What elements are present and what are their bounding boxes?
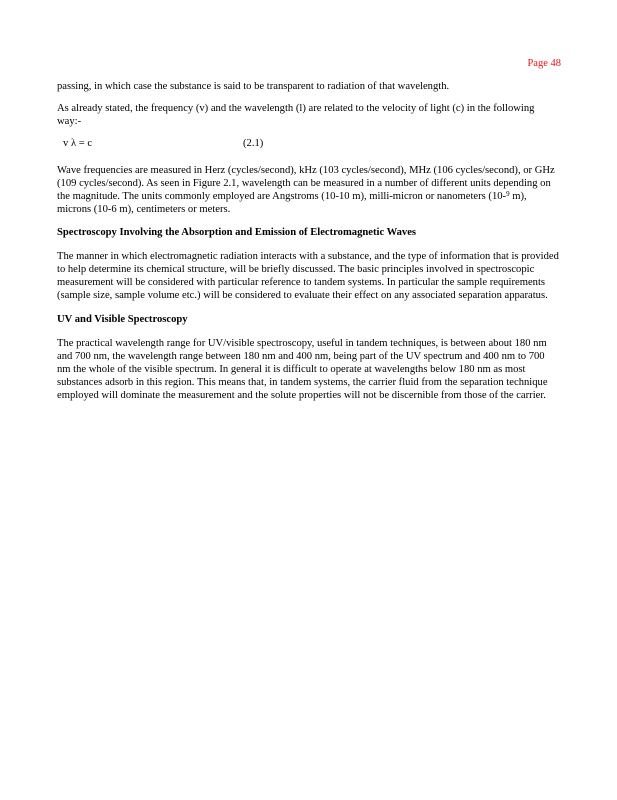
- paragraph-wave-units-text-b: m), microns (10-6 m), centimeters or meters.: [57, 191, 527, 215]
- paragraph-wave-units-text-a: Wave frequencies are measured in Herz (cycles/second), kHz (103 cycles/second), MHz (106 cycles/second), or GHz (109 cycles/second). As seen in Figure 2.1, wavelength can be measured in a number of different units depending on the magnitude. The units commonly employed are Angstroms (10-10 m), milli-micron or nanometers (10-: [57, 165, 555, 202]
- paragraph-wave-units: [57, 164, 560, 216]
- equation-formula: v λ = c: [63, 138, 93, 149]
- paragraph-transparency: passing, in which case the substance is said to be transparent to radiation of that wavelength.: [57, 81, 450, 92]
- paragraph-uv-range: The practical wavelength range for UV/visible spectroscopy, useful in tandem techniques, is between about 180 nm and 700 nm, the wavelength range between 180 nm and 400 nm, being part of the UV spectrum and 400 nm to 700 nm the whole of the visible spectrum. In general it is difficult to operate at wavelengths below 180 nm as most substances adsorb in this region. This means that, in tandem systems, the carrier fluid from the separation technique employed will dominate the measurement and the solute properties will not be discernible from those of the carrier.: [57, 338, 548, 401]
- section-heading-uv-visible: UV and Visible Spectroscopy: [57, 314, 188, 325]
- document-body: [57, 80, 560, 402]
- section-heading-absorption-emission: Spectroscopy Involving the Absorption and Emission of Electromagnetic Waves: [57, 227, 417, 238]
- paragraph-interaction: The manner in which electromagnetic radiation interacts with a substance, and the type of information that is provided to help determine its chemical structure, will be briefly discussed. The basic principles involved in spectroscopic measurement will be considered with particular reference to tandem systems. In particular the sample requirements (sample size, sample volume etc.) will be considered to evaluate their effect on any associated separation apparatus.: [57, 251, 559, 301]
- superscript-exponent: 9: [506, 190, 510, 198]
- equation-number: (2.1): [243, 138, 264, 149]
- equation-2-1: [57, 137, 560, 150]
- page-number: Page 48: [527, 58, 561, 69]
- paragraph-frequency-relation: As already stated, the frequency (v) and the wavelength (l) are related to the velocity of light (c) in the following way:-: [57, 103, 535, 127]
